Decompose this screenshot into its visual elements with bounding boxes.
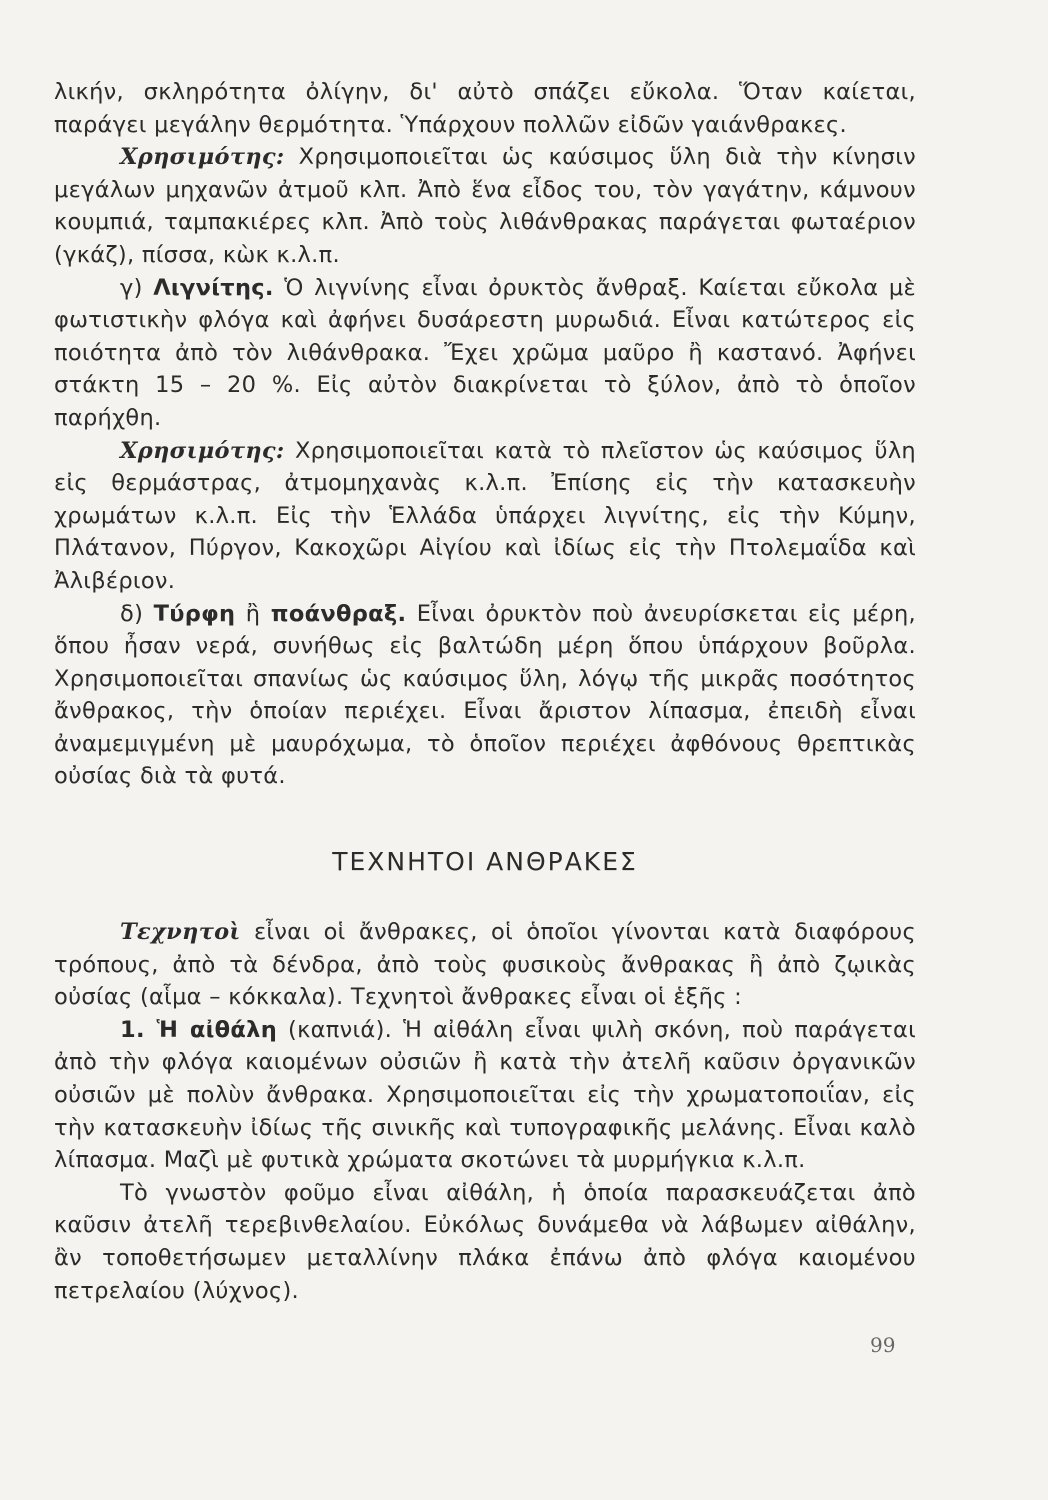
term-label: ποάνθραξ. (270, 600, 407, 627)
page-number: 99 (870, 1333, 896, 1357)
term-label: Χρησιμότης: (120, 144, 285, 171)
term-label: Τύρφη (153, 600, 236, 627)
term-label: Τεχνητοὶ (120, 919, 241, 946)
paragraph: Τὸ γνωστὸν φοῦμο εἶναι αἰθάλη, ἡ ὁποία παρασκευάζεται ἀπὸ καῦσιν ἀτελῆ τερεβινθελαίου. Εὐκόλως δυνάμεθα νὰ λάβωμεν αἰθάλην, ἂν τοποθετήσωμεν μεταλλίνην πλάκα ἐπάνω ἀπὸ φλόγα καιομένου πετρελαίου (λύχνος). (54, 1179, 916, 1304)
paragraph (54, 1014, 916, 1177)
paragraph-text: Εἶναι ὀρυκτὸν ποὺ ἀνευρίσκεται εἰς μέρη, ὅπου ἦσαν νερά, συνήθως εἰς βαλτώδη μέρη ὅπου ὑπάρχουν βοῦρλα. Χρησιμοποιεῖται σπανίως ὡς καύσιμος ὕλη, λόγῳ τῆς μικρᾶς ποσότητος ἄνθρακος, τὴν ὁποίαν περιέχει. Εἶναι ἄριστον λίπασμα, ἐπειδὴ εἶναι ἀναμεμιγμένη μὲ μαυρόχωμα, τὸ ὁποῖον περιέχει ἀφθόνους θρεπτικὰς οὐσίας διὰ τὰ φυτά. (54, 600, 916, 790)
term-label: Λιγνίτης. (153, 274, 274, 301)
paragraph-text: Χρησιμοποιεῖται κατὰ τὸ πλεῖστον ὡς καύσιμος ὕλη εἰς θερμάστρας, ἀτμομηχανὰς κ.λ.π. Ἐπίσης εἰς τὴν κατασκευὴν χρωμάτων κ.λ.π. Εἰς τὴν Ἑλλάδα ὑπάρχει λιγνίτης, εἰς τὴν Κύμην, Πλάτανον, Πύργον, Κακοχῶρι Αἰγίου καὶ ἰδίως εἰς τὴν Πτολεμαΐδα καὶ Ἀλιβέριον. (54, 437, 916, 594)
paragraph (54, 598, 916, 794)
paragraph-text: (καπνιά). Ἡ αἰθάλη εἶναι ψιλὴ σκόνη, ποὺ παράγεται ἀπὸ τὴν φλόγα καιομένων οὐσιῶν ἢ κατὰ τὴν ἀτελῆ καῦσιν ὀργανικῶν οὐσιῶν μὲ πολὺν ἄνθρακα. Χρησιμοποιεῖται εἰς τὴν χρωματοποιΐαν, εἰς τὴν κατασκευὴν ἰδίως τῆς σινικῆς καὶ τυπογραφικῆς μελάνης. Εἶναι καλὸ λίπασμα. Μαζὶ μὲ φυτικὰ χρώματα σκοτώνει τὰ μυρμήγκια κ.λ.π. (54, 1016, 917, 1174)
paragraph (54, 272, 916, 435)
term-label: Χρησιμότης: (120, 437, 285, 464)
paragraph-text: Χρησιμοποιεῖται ὡς καύσιμος ὕλη διὰ τὴν κίνησιν μεγάλων μηχανῶν ἀτμοῦ κλπ. Ἀπὸ ἕνα εἶδος του, τὸν γαγάτην, κάμνουν κουμπιά, ταμπακιέρες κλπ. Ἀπὸ τοὺς λιθάνθρακας παράγεται φωταέριον (γκάζ), πίσσα, κὼκ κ.λ.π. (54, 144, 916, 268)
list-marker: δ) (120, 600, 154, 627)
connector-text: ἢ (235, 600, 271, 627)
paragraph (54, 435, 916, 598)
paragraph-text: Ὁ λιγνίνης εἶναι ὀρυκτὸς ἄνθραξ. Καίεται εὔκολα μὲ φωτιστικὴν φλόγα καὶ ἀφήνει δυσάρεστη μυρωδιά. Εἶναι κατώτερος εἰς ποιότητα ἀπὸ τὸν λιθάνθρακα. Ἔχει χρῶμα μαῦρο ἢ καστανό. Ἀφήνει στάκτη 15 – 20 %. Εἰς αὐτὸν διακρίνεται τὸ ξύλον, ἀπὸ τὸ ὁποῖον παρήχθη. (54, 274, 916, 431)
list-marker: γ) (120, 274, 154, 301)
term-label: 1. Ἡ αἰθάλη (120, 1016, 278, 1043)
paragraph: λικήν, σκληρότητα ὀλίγην, δι' αὐτὸ σπάζει εὔκολα. Ὅταν καίεται, παράγει μεγάλην θερμότητα. Ὑπάρχουν πολλῶν εἰδῶν γαιάνθρακες. (54, 79, 916, 138)
paragraph (54, 916, 916, 1014)
paragraph (54, 141, 916, 271)
section-heading: ΤΕΧΝΗΤΟΙ ΑΝΘΡΑΚΕΣ (332, 847, 638, 877)
paragraph-text: εἶναι οἱ ἄνθρακες, οἱ ὁποῖοι γίνονται κατὰ διαφόρους τρόπους, ἀπὸ τὰ δένδρα, ἀπὸ τοὺς φυσικοὺς ἄνθρακας ἢ ἀπὸ ζῳικὰς οὐσίας (αἷμα – κόκκαλα). Τεχνητοὶ ἄνθρακες εἶναι οἱ ἑξῆς : (54, 919, 916, 1011)
